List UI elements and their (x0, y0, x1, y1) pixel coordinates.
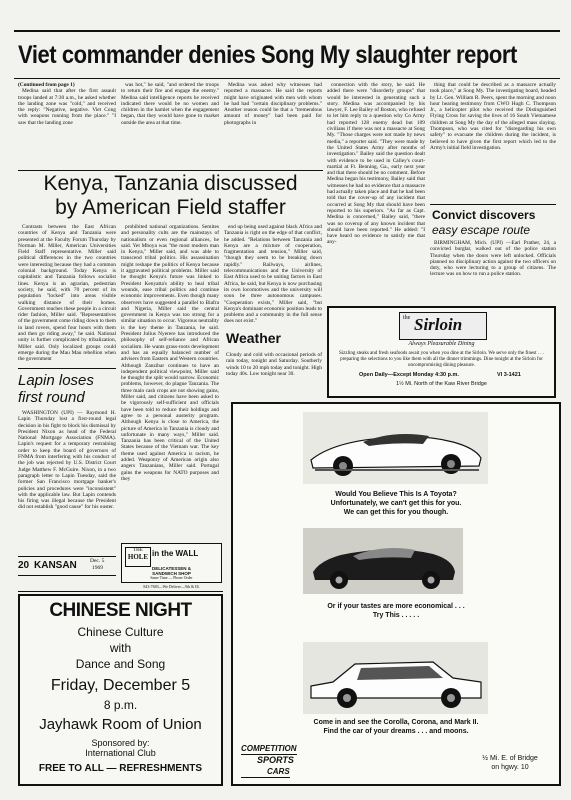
kenya-column-3 (224, 224, 322, 325)
chinese-place: Jayhawk Room of Union (39, 716, 202, 733)
kenya-headline-1: Kenya, Tanzania discussed (43, 172, 298, 195)
toyota-car-image (303, 528, 463, 594)
lapin-headline-1: Lapin loses (18, 372, 94, 389)
viet-column-5 (430, 82, 556, 202)
hole-the: THE (133, 548, 143, 553)
sirloin-logo (399, 312, 487, 340)
sirloin-tagline: Always Pleasurable Dining (408, 341, 475, 347)
hole-details (124, 566, 219, 576)
kenya-column-2 (121, 224, 219, 540)
folio-paper-name: KANSAN (34, 560, 77, 571)
lapin-text: WASHINGTON (UPI) — Raymond H. Lapin Thursday lost a first-round legal decision in his fight to block his dismissal by President Nixon as head of the Federal National Mortgage Association (FNMA). Lapin's request for a temporary restraining order to keep the board of governors of FNMA from interfering with his conduct of the job was rejected by U.S. District Court Judge Matthew F. McGuire. Nixon, in a two paragraph letter to Lapin Tuesday, said the former San Francisco mortgage banker's policies and procedures were "inconsistent" with the applicable law. But Lapin contends his firing was illegal because the President did not establish "good cause" for his ouster. (18, 410, 116, 511)
convict-column (430, 240, 556, 304)
headline-rule (14, 78, 560, 79)
viet-text-2: was hot," he said, "and ordered the troops to return their fire and engage the enemy." Medina said intelligence reports he received indicated there would be no women and children in the hamlet when the engagement began, that they would have gone to market outside the area at that time. (121, 82, 219, 126)
weather-forecast: Cloudy and cold with occasional periods of rain today, tonight and Saturday. Southerly winds 10 to 20 mph today and tonight. High today 40s. Low tonight near 30. (226, 352, 322, 377)
sirloin-description: Sizzling steaks and fresh seafoods await you when you dine at the Sirloin. We serve only the finest . . . preparing the selections to you like them with all the dinner trimmings. Dine tonight at the Sirloin for uncompromising dining pleasure. (338, 351, 544, 368)
caption-1-line-c: We can get this for you though. (343, 509, 449, 516)
sirloin-hours: Open Daily—Except Monday 4:30 p.m. (359, 372, 459, 378)
hole-contact (124, 576, 219, 580)
viet-text-3: Medina was asked why witnesses had reported a massacre. He said the reports might have originated with men with whom he had had "certain disciplinary problems." Another reason could be that a "tremendous amount of money" had been paid for photographs in (224, 82, 322, 126)
kenya-text-2: prohibited national organizations. Semites and personality cults are the mainstays of nationalism or even regional alliances, he said. Yet Mboya was "the most modern man in Kenya," Miller said, and was able to transcend tribal politics. His assassination might reshape the politics of Kenya because it aggravated political problems. Miller said he thought Kenya's future was linked to President Kenyatta's ability to heal tribal wounds, ease tribal politics and continue economic improvements. Even though many observers have suggested a parallel to Biafra and Nigeria, Miller said the central government in Kenya was too strong for a similar situation to occur. Vigorous neutrality is the key theme in Tanzania, he said. President Julius Nyerere has introduced the philosophy of self-reliance and African socialism. He wants grass-roots development and has an equally balanced number of advisers from Eastern and Western countries. Although Zanzibar continues to have an independent political viewpoint, Miller said he thought the split would narrow. Economic problems, however, do plague Tanzania. The three main cash crops are not showing gains, Miller said, and citizens have been asked to be vigorously self-sufficient and officials have been told to reduce their holdings and agree to a personal austerity program. Although Kenya is close to America, the picture of America in Tanzania is cloudy and unfortunate in many ways," Miller said. Tanzania has been critical of the United States because of the Vietnam war. The key theme used against America is racism, he added. Weaponry of American origin also angers Tanzanians, Miller said. Portugal gains the weapons for NATO purposes and they (121, 224, 219, 482)
continued-note: (Continued from page 1) (18, 82, 75, 88)
hole-logo (125, 547, 151, 567)
chinese-line-1: Chinese Culture (77, 625, 164, 639)
viet-text-5: thing that could be described as a massacre actually took place," at Song My. The investigating board, headed by Lt. Gen. William R. Peers, spent the morning and noon hour hearing testimony from CWO Hugh C. Thompson Jr., a helicopter pilot who received the Distinguished Flying Cross for saving the lives of 16 South Vietnamese children at Song My the day of the alleged mass slaying. Thompson, who was cited for "disregarding his own safety" to evacuate the children during the incident, is believed to have given the first report which led to the Army's initial field investigation. (430, 82, 556, 151)
kenya-top-rule (18, 170, 323, 171)
car-photo-2 (303, 528, 463, 594)
caption-3-line-a: Come in and see the Corolla, Corona, and Mark II. (313, 719, 479, 726)
directions-line-1: ½ Mi. E. of Bridge (482, 755, 538, 762)
caption-2-line-b: Try This . . . . . (372, 612, 420, 619)
kenya-text-1: Contrasts between the East African countries of Kenya and Tanzania were presented at the Faculty Forum Thursday by Norman M. Miller, American Universities Field Staff representative. Miller said political differences in the two countries were interesting because they had a common colonial background. Today Kenya is capitalistic and Tanzania follows socialist lines. Kenya is an agrarian, pedestrian society, he said, with 70 percent of its population "locked" into areas visible walking distance of their homes. Government reaches these people in a circuit rider fashion, Miller said. "Representatives of the government come riding down to them in land rovers, spend four hours with them and then go riding away," he said. National unity is further complicated by tribalization, Miller said. Only localized groups could emerge during the Mau Mau rebellion when the government (18, 224, 116, 363)
chinese-time: 8 p.m. (103, 698, 138, 712)
convict-text: BIRMINGHAM, Mich. (UPI) —Earl Prather, 24, a convicted burglar, walked out of the police station Thursday when the doors were left unlocked. Officials planned no disciplinary action against the two officers on duty, who were lecturing to a group of citizens. The lecture was on how to run a police station. (430, 240, 556, 278)
car-photo-1 (303, 412, 488, 484)
page-folio (18, 556, 116, 576)
car-caption-1 (233, 490, 559, 517)
caption-3-line-b: Find the car of your dreams . . . and moons. (323, 728, 469, 735)
lapin-column (18, 410, 116, 552)
hole-line-1: DELICATESSEN & (152, 566, 191, 571)
weather-text (226, 352, 322, 396)
caption-2-line-a: Or if your tastes are more economical . . . (327, 603, 465, 610)
directions-line-2: on hgwy. 10 (491, 764, 529, 771)
dealer-directions (465, 754, 555, 772)
viet-text-1: Medina said that after the first assault troops landed at 7:30 a.m., he asked whether the landing zone was "cold," and received the reply: "Negative, negative. Viet Cong with weapons running from the place." "I saw that the landing zone (18, 88, 116, 126)
hole-in-wall-ad (121, 543, 222, 583)
caption-1-line-a: Would You Believe This Is A Toyota? (335, 491, 457, 498)
viet-column-1 (18, 82, 116, 168)
hole-word: HOLE (127, 553, 149, 561)
sirloin-name: Sirloin (414, 315, 463, 334)
folio-year: 1969 (92, 565, 103, 571)
sports-car-image (303, 412, 488, 484)
convict-headline-1: Convict discovers (432, 208, 536, 222)
car-photo-3 (303, 642, 488, 714)
chinese-sponsor: International Club (85, 748, 156, 758)
sirloin-location: 1½ Mi. North of the Kaw River Bridge (396, 381, 487, 387)
kenya-headline-2: by American Field staffer (55, 196, 286, 219)
convict-rule (430, 204, 556, 205)
kenya-column-1 (18, 224, 116, 364)
hole-wall: in the WALL (152, 549, 199, 558)
chinese-night-ad (18, 594, 223, 786)
chinese-footer: FREE TO ALL — REFRESHMENTS (38, 763, 203, 774)
hole-line-3: Same Time — Phone Order (150, 576, 193, 580)
chinese-date: Friday, December 5 (50, 677, 191, 694)
kenya-text-3: end up being used against black Africa and Tanzania is right on the edge of that conflict, he added. "Relations between Tanzania and Kenya are a mixture of cooperation, fragmentation and tension," Miller said, "though they seem to be breaking down rapidly." Railways, airlines, telecommunications and the University of East Africa used to be uniting factors in East Africa, he said, but Kenya is now purchasing its own locomotives and the university will soon be three autonomous campuses. "Cooperation exists," Miller said, "but Kenya's dominant economic position leads to problems and a community in the full sense does not exist." (224, 224, 322, 325)
logo-cars: CARS (241, 767, 290, 778)
competition-sports-cars-logo (241, 742, 331, 780)
lapin-headline-2: first round (18, 389, 85, 406)
chinese-line-3: Dance and Song (75, 657, 166, 671)
chinese-sponsor-label: Sponsored by: (91, 738, 150, 748)
sirloin-phone: VI 3-1421 (497, 372, 521, 378)
chinese-title: CHINESE NIGHT (49, 600, 192, 621)
chinese-line-2: with (109, 641, 132, 655)
chinese-rule (18, 591, 223, 592)
viet-column-3 (224, 82, 322, 168)
caption-1-line-b: Unfortunately, we can't get this for you. (330, 500, 462, 507)
weather-title: Weather (226, 330, 281, 346)
viet-text-4: connection with the story, he said. He added there were "disorderly groups" that would be interested in generating such a story. Medina was accompanied by his lawyer, F. Lee Bailey of Boston, who refused to let him reply to a question why Co Army had reported 128 enemy dead but 109 civilians if there was not a massacre at Song My. "Those charges were not made by news media," a reporter said. "They were made by the United States Army after months of investigation." Bailey said the question dealt with evidence to be used in Calley's court-martial at Ft. Benning, Ga., early next year and that there should be no comment. Before Medina began his testimony, Bailey said that witnesses he had no evidence that a massacre had actually taken place and that he had been told that the cover-up of any incident that occurred at Song My that should have been reported to his superiors. "As far as Capt. Medina is concerned," Bailey said, "there was no coverup of any known incident that should have been reported." He added: "I have heard no evidence to satisfy me that any- (327, 82, 425, 246)
sirloin-the: the (403, 315, 411, 321)
sports-cars-ad (231, 402, 561, 786)
viet-column-4 (327, 82, 425, 272)
folio-date: Dec. 5 (90, 558, 105, 564)
sirloin-ad (327, 306, 556, 398)
folio-page-number: 20 (18, 560, 30, 571)
lapin-rule (18, 368, 116, 369)
convict-headline-2: easy escape route (432, 223, 531, 237)
corolla-car-image (303, 642, 488, 714)
car-caption-3 (233, 718, 559, 736)
logo-competition: COMPETITION (241, 744, 297, 753)
hole-phone: 843-7683—We Deliver—9th & Ill. (143, 584, 200, 589)
hole-line-2: SANDWICH SHOP (152, 571, 191, 576)
top-rule (14, 30, 560, 32)
logo-sports: SPORTS (257, 755, 294, 765)
page-headline: Viet commander denies Song My slaughter report (18, 41, 517, 69)
car-caption-2 (233, 602, 559, 620)
viet-column-2 (121, 82, 219, 168)
